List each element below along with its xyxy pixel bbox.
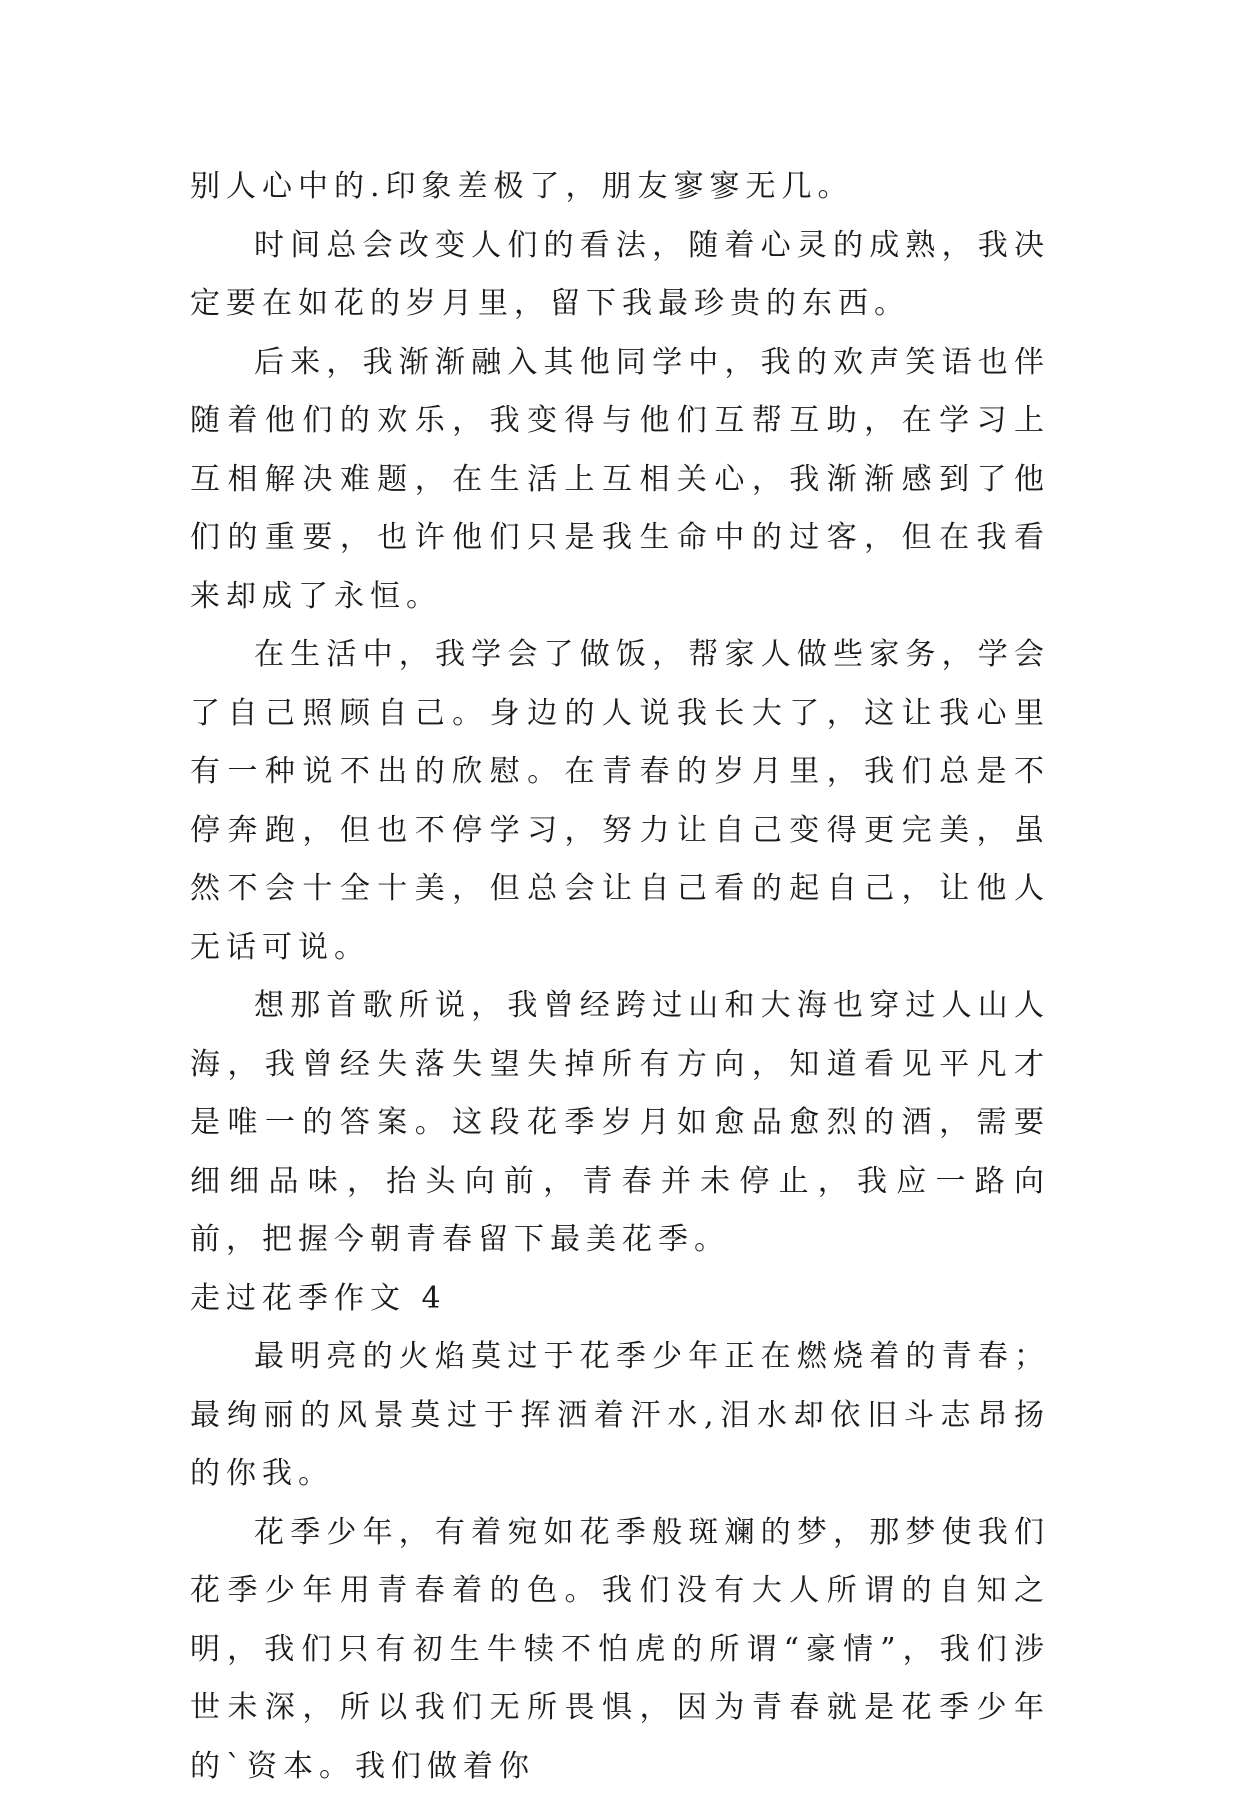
section-heading: 走过花季作文 4 bbox=[190, 1270, 1050, 1329]
paragraph-3: 后来，我渐渐融入其他同学中，我的欢声笑语也伴随着他们的欢乐，我变得与他们互帮互助，在学习上互相解决难题，在生活上互相关心，我渐渐感到了他们的重要，也许他们只是我生命中的过客，但在我看来却成了永恒。 bbox=[190, 334, 1050, 627]
paragraph-7: 花季少年，有着宛如花季般斑斓的梦，那梦使我们花季少年用青春着的色。我们没有大人所谓的自知之明，我们只有初生牛犊不怕虎的所谓“豪情”，我们涉世未深，所以我们无所畏惧，因为青春就是花季少年的`资本。我们做着你 bbox=[190, 1504, 1050, 1796]
paragraph-2: 时间总会改变人们的看法，随着心灵的成熟，我决定要在如花的岁月里，留下我最珍贵的东西。 bbox=[190, 217, 1050, 334]
document-body bbox=[190, 158, 1050, 1796]
paragraph-1: 别人心中的.印象差极了，朋友寥寥无几。 bbox=[190, 158, 1050, 217]
paragraph-6: 最明亮的火焰莫过于花季少年正在燃烧着的青春；最绚丽的风景莫过于挥洒着汗水,泪水却依旧斗志昂扬的你我。 bbox=[190, 1328, 1050, 1504]
paragraph-5: 想那首歌所说，我曾经跨过山和大海也穿过人山人海，我曾经失落失望失掉所有方向，知道看见平凡才是唯一的答案。这段花季岁月如愈品愈烈的酒，需要细细品味，抬头向前，青春并未停止，我应一路向前，把握今朝青春留下最美花季。 bbox=[190, 977, 1050, 1270]
paragraph-4: 在生活中，我学会了做饭，帮家人做些家务，学会了自己照顾自己。身边的人说我长大了，这让我心里有一种说不出的欣慰。在青春的岁月里，我们总是不停奔跑，但也不停学习，努力让自己变得更完美，虽然不会十全十美，但总会让自己看的起自己，让他人无话可说。 bbox=[190, 626, 1050, 977]
